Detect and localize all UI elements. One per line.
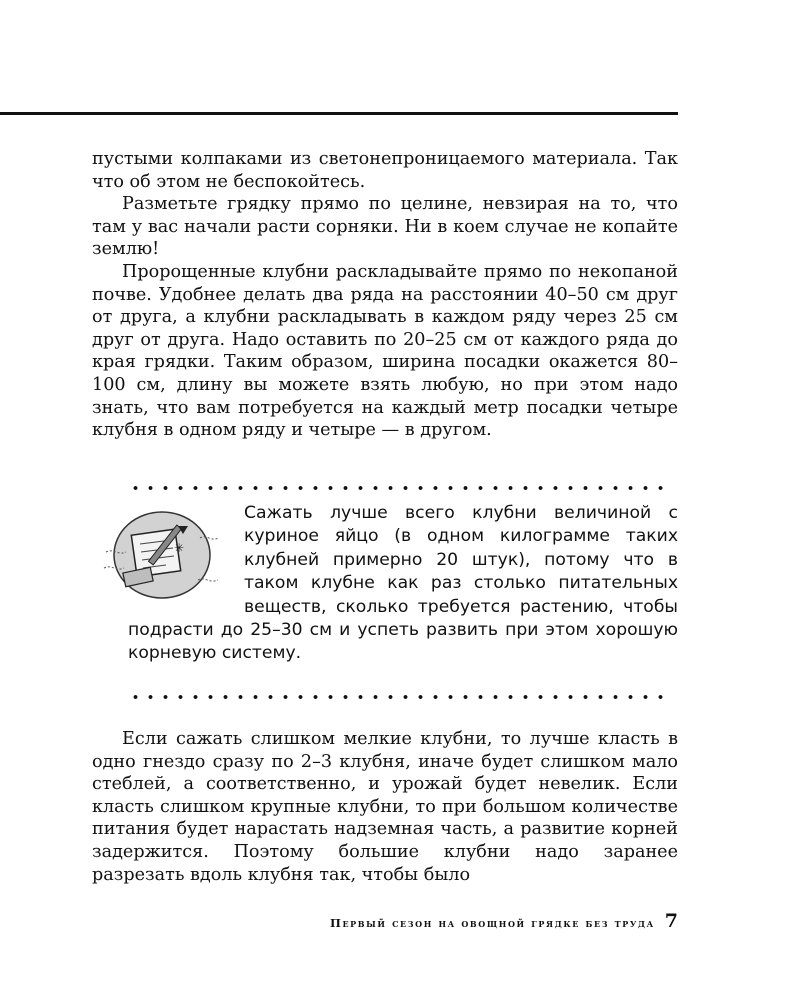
paragraph-4: Если сажать слишком мелкие клубни, то лучше класть в одно гнездо сразу по 2–3 клубня, иначе будет слишком мало стеблей, а соответственно, и урожай будет невелик. Если класть слишком крупные клубни, то при большом количестве питания будет нарастать надземная часть, а развитие корней задержится. Поэтому большие клубни надо заранее разрезать вдоль клубня так, чтобы было (92, 729, 678, 885)
tip-icon-spacer (128, 502, 244, 618)
running-title: Первый сезон на овощной грядке без труда (329, 916, 655, 930)
svg-text:✳: ✳ (174, 541, 185, 555)
paragraph-2: Разметьте грядку прямо по целине, невзирая на то, что там у вас начали расти сорняки. Ни в коем случае не копайте землю! (92, 194, 678, 260)
tip-top-dotted-rule (128, 486, 668, 490)
paragraph-3: Пророщенные клубни раскладывайте прямо по некопаной почве. Удобнее делать два ряда на расстоянии 40–50 см друг от друга, а клубни раскладывать в каждом ряду через 25 см друг от друга. Надо оставить по 20–25 см от каждого ряда до края грядки. Таким образом, ширина посадки окажется 80–100 см, длину вы можете взять любую, но при этом надо знать, что вам потребуется на каждый метр посадки четыре клубня в одном ряду и четыре — в другом. (92, 261, 678, 441)
main-text (92, 148, 678, 442)
header-rule (0, 112, 678, 115)
page-footer (300, 910, 678, 932)
tip-box (128, 502, 678, 666)
paragraph-1: пустыми колпаками из светонепроницаемого материала. Так что об этом не беспокойтесь. (92, 149, 678, 192)
tip-text: Сажать лучше всего клубни величиной с куриное яйцо (в одном килограмме таких клубней примерно 20 штук), потому что в таком клубне как раз столько питательных веществ, сколько требуется растению, чтобы подрасти до 25–30 см и успеть развить при этом хорошую корневую систему. (128, 503, 678, 664)
tip-bottom-dotted-rule (128, 695, 668, 699)
bottom-text (92, 728, 678, 886)
page-number: 7 (664, 910, 678, 932)
